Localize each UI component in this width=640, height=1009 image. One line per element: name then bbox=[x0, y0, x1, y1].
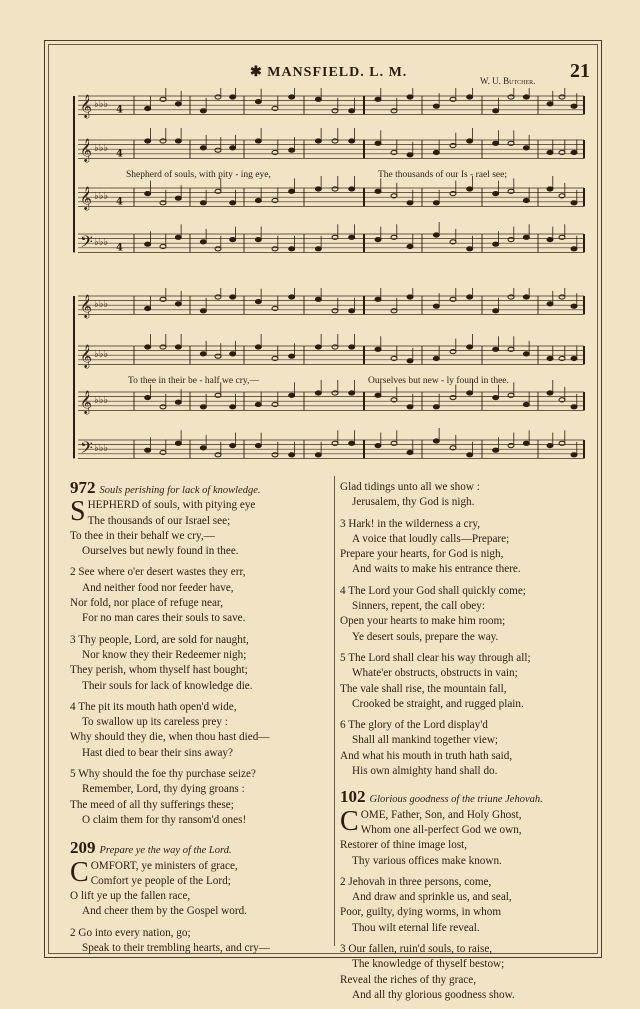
key-signature-flats: ♭♭♭ bbox=[94, 99, 109, 111]
note-head bbox=[407, 201, 413, 205]
verse-line: 2 Jehovah in three persons, come, bbox=[340, 875, 492, 888]
note-head bbox=[230, 444, 236, 448]
note-head bbox=[215, 295, 221, 299]
hymn-972-title: Souls perishing for lack of knowledge. bbox=[99, 485, 261, 496]
hymn-102-verse-2 bbox=[340, 875, 596, 936]
note-head bbox=[230, 295, 236, 299]
note-head bbox=[467, 345, 473, 349]
note-head bbox=[230, 201, 236, 205]
note-head bbox=[433, 201, 439, 205]
lyric-line-2a: To thee in their be - half we cry,— bbox=[128, 376, 259, 386]
note-head bbox=[160, 405, 166, 409]
note-head bbox=[493, 448, 499, 452]
verse-line: Ye desert souls, prepare the way. bbox=[352, 630, 499, 643]
note-head bbox=[332, 139, 338, 143]
lyric-line-1b: The thousands of our Is - rael see; bbox=[378, 170, 508, 180]
note-head bbox=[493, 192, 499, 196]
hymn-209-verse-4 bbox=[340, 584, 596, 645]
note-head bbox=[200, 446, 206, 450]
note-head bbox=[230, 352, 236, 356]
note-head bbox=[433, 405, 439, 409]
note-head bbox=[375, 97, 381, 101]
verse-line: Nor fold, nor place of refuge near, bbox=[70, 597, 223, 610]
note-head bbox=[547, 391, 553, 395]
lyric-line-1a: Shepherd of souls, with pity - ing eye, bbox=[126, 170, 271, 180]
note-head bbox=[315, 139, 321, 143]
note-head bbox=[375, 238, 381, 242]
hymn-209-verse-6 bbox=[340, 718, 596, 779]
verse-line: Thy various offices make known. bbox=[352, 854, 502, 867]
verse-line: Speak to their trembling hearts, and cry— bbox=[82, 942, 270, 955]
note-head bbox=[175, 302, 181, 306]
hymn-102-number: 102 bbox=[340, 787, 366, 807]
note-head bbox=[160, 201, 166, 205]
note-head bbox=[332, 309, 338, 313]
verse-line: Comfort ye people of the Lord; bbox=[90, 874, 231, 887]
note-head bbox=[349, 345, 355, 349]
hymn-209-number: 209 bbox=[70, 838, 96, 858]
verse-line: OME, Father, Son, and Holy Ghost, bbox=[360, 808, 522, 821]
hymn-209-verse-5 bbox=[340, 651, 596, 712]
hymn-972-verse-4 bbox=[70, 700, 332, 761]
note-head bbox=[200, 352, 206, 356]
note-head bbox=[493, 309, 499, 313]
column-divider bbox=[334, 476, 335, 946]
note-head bbox=[375, 189, 381, 193]
note-head bbox=[200, 405, 206, 409]
time-signature: 4 bbox=[116, 242, 123, 254]
note-head bbox=[433, 104, 439, 108]
note-head bbox=[255, 402, 261, 406]
note-head bbox=[315, 391, 321, 395]
note-head bbox=[433, 150, 439, 154]
verse-line: 4 The Lord your God shall quickly come; bbox=[340, 584, 526, 597]
verse-line: 3 Hark! in the wilderness a cry, bbox=[340, 517, 481, 530]
verse-line: For no man cares their souls to save. bbox=[82, 612, 246, 625]
note-head bbox=[349, 309, 355, 313]
note-head bbox=[467, 247, 473, 251]
note-head bbox=[467, 295, 473, 299]
key-signature-flats: ♭♭♭ bbox=[94, 395, 109, 407]
note-head bbox=[571, 405, 577, 409]
note-head bbox=[175, 400, 181, 404]
verse-line: The meed of all thy sufferings these; bbox=[70, 798, 234, 811]
verse-line: Why should they die, when thou hast died— bbox=[70, 731, 270, 744]
treble-clef-icon: 𝄞 bbox=[80, 185, 92, 210]
verse-line: O claim them for thy ransom'd ones! bbox=[82, 813, 247, 826]
composer-credit: W. U. Butcher. bbox=[480, 76, 536, 86]
note-head bbox=[289, 354, 295, 358]
note-head bbox=[200, 146, 206, 150]
note-head bbox=[272, 247, 278, 251]
note-head bbox=[145, 396, 151, 400]
note-head bbox=[493, 242, 499, 246]
verse-line: Prepare your hearts, for God is nigh, bbox=[340, 548, 504, 561]
note-head bbox=[145, 192, 151, 196]
hymn-972-verse-3 bbox=[70, 633, 332, 694]
note-head bbox=[407, 405, 413, 409]
hymn-209-dropcap: C bbox=[70, 856, 89, 888]
note-head bbox=[571, 104, 577, 108]
hymn-972-verse-5 bbox=[70, 767, 332, 828]
note-head bbox=[289, 247, 295, 251]
bass-clef-icon: 𝄢 bbox=[80, 231, 93, 256]
verse-line: 5 Why should the foe thy purchase seize? bbox=[70, 768, 256, 781]
time-signature: 4 bbox=[116, 104, 123, 116]
time-signature: 4 bbox=[116, 196, 123, 208]
note-head bbox=[332, 345, 338, 349]
note-head bbox=[493, 347, 499, 351]
page-header bbox=[60, 60, 590, 90]
note-head bbox=[349, 109, 355, 113]
treble-clef-icon: 𝄞 bbox=[80, 293, 92, 318]
verse-line: And what his mouth in truth hath said, bbox=[340, 749, 513, 762]
key-signature-flats: ♭♭♭ bbox=[94, 143, 109, 155]
note-head bbox=[315, 297, 321, 301]
note-head bbox=[215, 247, 221, 251]
note-head bbox=[145, 242, 151, 246]
note-head bbox=[547, 238, 553, 242]
note-head bbox=[349, 441, 355, 445]
note-head bbox=[450, 192, 456, 196]
note-head bbox=[467, 95, 473, 99]
key-signature-flats: ♭♭♭ bbox=[94, 349, 109, 361]
note-head bbox=[255, 444, 261, 448]
note-head bbox=[175, 139, 181, 143]
note-head bbox=[547, 150, 553, 154]
key-signature-flats: ♭♭♭ bbox=[94, 237, 109, 249]
note-head bbox=[391, 109, 397, 113]
note-head bbox=[200, 109, 206, 113]
note-head bbox=[315, 247, 321, 251]
note-head bbox=[272, 453, 278, 457]
note-head bbox=[407, 295, 413, 299]
note-head bbox=[559, 295, 565, 299]
note-head bbox=[255, 198, 261, 202]
key-signature-flats: ♭♭♭ bbox=[94, 191, 109, 203]
hymn-209-verse-2b bbox=[340, 480, 596, 511]
note-head bbox=[145, 448, 151, 452]
hymn-209-heading bbox=[70, 840, 332, 858]
hymn-972-dropcap: S bbox=[70, 496, 86, 528]
note-head bbox=[145, 345, 151, 349]
note-head bbox=[433, 233, 439, 237]
tune-title: ✱ MANSFIELD. L. M. bbox=[250, 65, 408, 80]
verse-line: The thousands of our Israel see; bbox=[87, 514, 231, 527]
note-head bbox=[160, 139, 166, 143]
hymn-102-title: Glorious goodness of the triune Jehovah. bbox=[369, 794, 543, 806]
note-head bbox=[433, 304, 439, 308]
note-head bbox=[523, 441, 529, 445]
note-head bbox=[571, 304, 577, 308]
note-head bbox=[175, 235, 181, 239]
note-head bbox=[467, 139, 473, 143]
note-head bbox=[289, 393, 295, 397]
note-head bbox=[289, 295, 295, 299]
note-head bbox=[215, 95, 221, 99]
hymn-102-verse-3 bbox=[340, 942, 596, 1003]
note-head bbox=[230, 146, 236, 150]
lyric-line-2b: Ourselves but new - ly found in thee. bbox=[368, 376, 509, 386]
note-head bbox=[145, 139, 151, 143]
note-head bbox=[433, 356, 439, 360]
verse-line: Shall all mankind together view; bbox=[352, 734, 499, 747]
music-system-1 bbox=[72, 88, 592, 278]
note-head bbox=[407, 244, 413, 248]
right-column bbox=[340, 480, 596, 1003]
note-head bbox=[523, 352, 529, 356]
hymn-972-number: 972 bbox=[70, 478, 96, 497]
note-head bbox=[375, 393, 381, 397]
verse-line: Their souls for lack of knowledge die. bbox=[82, 679, 253, 692]
treble-clef-icon: 𝄞 bbox=[80, 343, 92, 368]
verse-line: 6 The glory of the Lord display'd bbox=[340, 719, 488, 732]
note-head bbox=[175, 102, 181, 106]
note-head bbox=[571, 150, 577, 154]
treble-clef-icon: 𝄞 bbox=[80, 93, 92, 118]
note-head bbox=[255, 238, 261, 242]
page-number: 21 bbox=[570, 60, 590, 82]
note-head bbox=[493, 109, 499, 113]
verse-line: And all thy glorious goodness show. bbox=[352, 988, 515, 1001]
note-head bbox=[349, 391, 355, 395]
note-head bbox=[255, 345, 261, 349]
note-head bbox=[407, 450, 413, 454]
note-head bbox=[571, 356, 577, 360]
note-head bbox=[467, 391, 473, 395]
key-signature-flats: ♭♭♭ bbox=[94, 443, 109, 455]
hymn-209-verse-3 bbox=[340, 517, 596, 578]
verse-line: Reveal the riches of thy grace, bbox=[340, 973, 477, 986]
note-head bbox=[315, 345, 321, 349]
note-head bbox=[375, 444, 381, 448]
note-head bbox=[467, 187, 473, 191]
verse-line: 2 Go into every nation, go; bbox=[70, 926, 191, 939]
note-head bbox=[375, 347, 381, 351]
verse-line: And cheer them by the Gospel word. bbox=[82, 905, 247, 918]
note-head bbox=[450, 350, 456, 354]
note-head bbox=[255, 139, 261, 143]
verse-line: Poor, guilty, dying worms, in whom bbox=[340, 906, 502, 919]
hymn-209-title: Prepare ye the way of the Lord. bbox=[99, 845, 232, 857]
verse-line: Jerusalem, thy God is nigh. bbox=[352, 496, 475, 509]
verse-line: Glad tidings unto all we show : bbox=[340, 481, 480, 493]
verse-line: Hast died to bear their sins away? bbox=[82, 746, 233, 759]
note-head bbox=[349, 235, 355, 239]
note-head bbox=[145, 106, 151, 110]
note-head bbox=[200, 201, 206, 205]
note-head bbox=[255, 300, 261, 304]
verse-line: And draw and sprinkle us, and seal, bbox=[352, 891, 512, 904]
verse-line: OMFORT, ye ministers of grace, bbox=[90, 859, 238, 872]
verse-line: And neither food nor feeder have, bbox=[82, 581, 234, 594]
note-head bbox=[315, 187, 321, 191]
verse-line: His own almighty hand shall do. bbox=[352, 765, 498, 778]
note-head bbox=[289, 453, 295, 457]
note-head bbox=[547, 102, 553, 106]
note-head bbox=[523, 198, 529, 202]
bass-clef-icon: 𝄢 bbox=[80, 437, 93, 462]
note-head bbox=[407, 95, 413, 99]
note-head bbox=[508, 295, 514, 299]
note-head bbox=[255, 100, 261, 104]
hymn-102-verse-1 bbox=[340, 805, 596, 869]
note-head bbox=[391, 309, 397, 313]
note-head bbox=[215, 453, 221, 457]
note-head bbox=[467, 453, 473, 457]
verse-line: The vale shall rise, the mountain fall, bbox=[340, 682, 507, 695]
note-head bbox=[315, 453, 321, 457]
note-head bbox=[230, 95, 236, 99]
verse-line: And waits to make his entrance there. bbox=[352, 563, 521, 576]
verse-line: 5 The Lord shall clear his way through all; bbox=[340, 651, 531, 664]
verse-line: Nor know they their Redeemer nigh; bbox=[82, 648, 247, 661]
verse-line: Whate'er obstructs, obstructs in vain; bbox=[352, 667, 518, 680]
note-head bbox=[375, 297, 381, 301]
note-head bbox=[215, 148, 221, 152]
treble-clef-icon: 𝄞 bbox=[80, 137, 92, 162]
verse-line: Sinners, repent, the call obey: bbox=[352, 600, 485, 613]
note-head bbox=[407, 359, 413, 363]
note-head bbox=[145, 306, 151, 310]
note-head bbox=[289, 148, 295, 152]
note-head bbox=[160, 345, 166, 349]
note-head bbox=[508, 444, 514, 448]
note-head bbox=[175, 196, 181, 200]
left-column bbox=[70, 480, 332, 956]
note-head bbox=[571, 247, 577, 251]
verse-line: To swallow up its careless prey : bbox=[82, 716, 228, 729]
note-head bbox=[200, 309, 206, 313]
hymn-209-verse-2a bbox=[70, 926, 332, 957]
note-head bbox=[547, 302, 553, 306]
hymn-102-heading bbox=[340, 789, 596, 807]
note-head bbox=[349, 139, 355, 143]
note-head bbox=[332, 109, 338, 113]
verse-line: The knowledge of thyself bestow; bbox=[352, 958, 505, 971]
note-head bbox=[523, 402, 529, 406]
note-head bbox=[523, 295, 529, 299]
note-head bbox=[508, 238, 514, 242]
note-head bbox=[523, 235, 529, 239]
note-head bbox=[407, 153, 413, 157]
verse-line: They perish, whom thyself hast bought; bbox=[70, 664, 248, 677]
note-head bbox=[523, 146, 529, 150]
verse-line: 3 Thy people, Lord, are sold for naught, bbox=[70, 633, 249, 646]
note-head bbox=[450, 144, 456, 148]
note-head bbox=[200, 240, 206, 244]
verse-line: A voice that loudly calls—Prepare; bbox=[352, 532, 510, 545]
note-head bbox=[523, 95, 529, 99]
hymn-102-dropcap: C bbox=[340, 805, 359, 837]
time-signature: 4 bbox=[116, 148, 123, 160]
verse-line: HEPHERD of souls, with pitying eye bbox=[87, 499, 256, 512]
note-head bbox=[508, 95, 514, 99]
verse-line: To thee in their behalf we cry,— bbox=[70, 529, 215, 542]
hymn-972-heading bbox=[70, 480, 332, 498]
verse-line: Ourselves but newly found in thee. bbox=[82, 545, 239, 558]
note-head bbox=[547, 444, 553, 448]
verse-line: Restorer of thine image lost, bbox=[340, 839, 468, 852]
verse-line: Whom one all-perfect God we own, bbox=[360, 823, 522, 836]
treble-clef-icon: 𝄞 bbox=[80, 389, 92, 414]
verse-line: Crooked be straight, and rugged plain. bbox=[352, 697, 524, 710]
verse-line: Remember, Lord, thy dying groans : bbox=[82, 783, 245, 796]
note-head bbox=[493, 396, 499, 400]
note-head bbox=[349, 187, 355, 191]
verse-line: 2 See where o'er desert wastes they err, bbox=[70, 566, 246, 579]
verse-line: 4 The pit its mouth hath open'd wide, bbox=[70, 700, 237, 713]
note-head bbox=[450, 396, 456, 400]
note-head bbox=[332, 391, 338, 395]
note-head bbox=[547, 356, 553, 360]
verse-line: Thou wilt eternal life reveal. bbox=[352, 921, 480, 934]
note-head bbox=[175, 345, 181, 349]
hymn-972-verse-1 bbox=[70, 498, 332, 559]
hymn-972-verse-2 bbox=[70, 565, 332, 626]
note-head bbox=[315, 97, 321, 101]
verse-line: Open your hearts to make him room; bbox=[340, 615, 506, 628]
note-head bbox=[230, 405, 236, 409]
key-signature-flats: ♭♭♭ bbox=[94, 299, 109, 311]
note-head bbox=[571, 201, 577, 205]
note-head bbox=[433, 439, 439, 443]
hymn-209-verse-1 bbox=[70, 856, 332, 920]
note-head bbox=[375, 141, 381, 145]
note-head bbox=[493, 141, 499, 145]
note-head bbox=[547, 187, 553, 191]
note-head bbox=[215, 354, 221, 358]
note-head bbox=[571, 453, 577, 457]
note-head bbox=[175, 441, 181, 445]
note-head bbox=[559, 95, 565, 99]
note-head bbox=[289, 95, 295, 99]
verse-line: O lift ye up the fallen race, bbox=[70, 890, 191, 903]
verse-line: 3 Our fallen, ruin'd souls, to raise, bbox=[340, 943, 493, 956]
note-head bbox=[332, 187, 338, 191]
note-head bbox=[230, 238, 236, 242]
note-head bbox=[289, 189, 295, 193]
